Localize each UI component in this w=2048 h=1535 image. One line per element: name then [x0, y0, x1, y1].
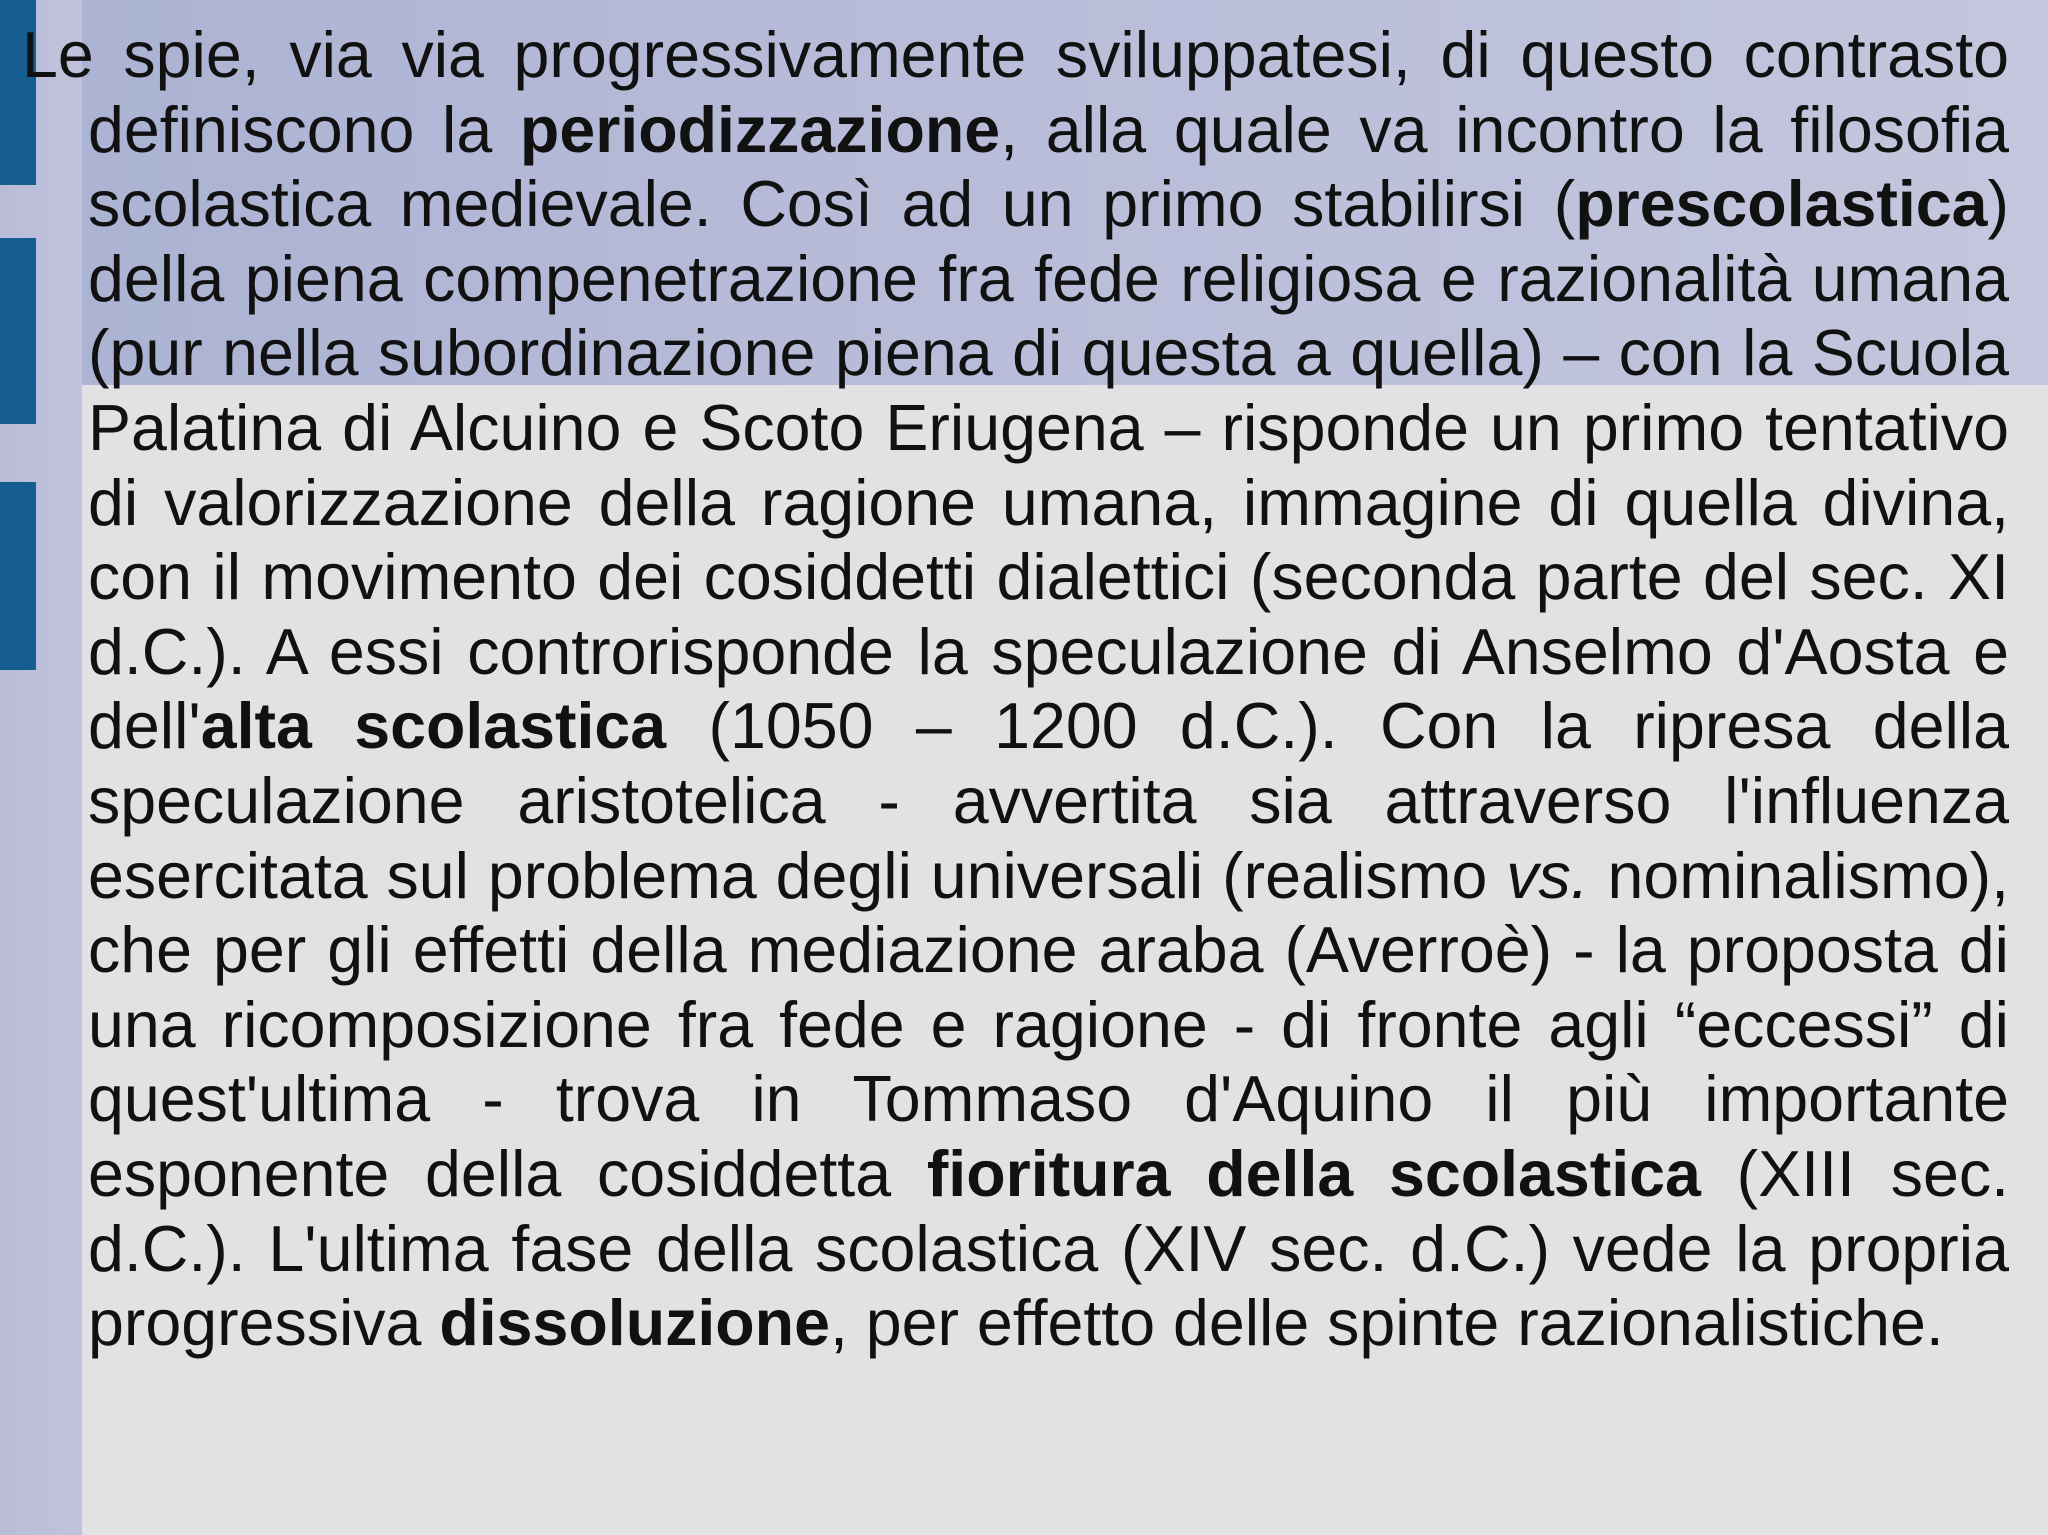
- text-run: ) della piena compenetrazione fra fede religiosa e razionalità umana (pur nella subordinazione piena di questa a quella) – con la Scuola Palatina di Alcuino e Scoto Eriugena – risponde un primo tentativo di valorizzazione della ragione umana, immagine di quella divina, con il movimento dei cosiddetti dialettici (seconda parte del sec. XI d.C.). A essi controrisponde la speculazione di Anselmo d'Aosta e dell': [88, 168, 2009, 763]
- text-run: (1050 – 1200 d.C.). Con la ripresa della speculazione aristotelica - avvertita sia attraverso l'influenza esercitata sul problema degli universali (realismo: [88, 690, 2009, 912]
- italic-term-vs: vs.: [1506, 839, 1589, 912]
- bold-term-dissoluzione: dissoluzione: [439, 1287, 830, 1360]
- text-run: , alla quale va incontro la filosofia scolastica medievale. Così ad un primo stabilirsi (: [88, 93, 2009, 241]
- bold-term-periodizzazione: periodizzazione: [519, 93, 1001, 166]
- text-run: Le spie, via via progressivamente sviluppatesi, di questo contrasto definiscono la: [22, 19, 2009, 166]
- bold-term-fioritura-della-scolastica: fioritura della scolastica: [926, 1137, 1701, 1210]
- text-run: , per effetto delle spinte razionalistiche.: [829, 1287, 1944, 1360]
- accent-bar-middle: [0, 238, 36, 424]
- text-run: nominalismo), che per gli effetti della mediazione araba (Averroè) - la proposta di una ricomposizione fra fede e ragione - di fronte agli “eccessi” di quest'ultima - trova in Tommaso d'Aquino il più importante esponente della cosiddetta: [88, 839, 2009, 1210]
- body-paragraph: [22, 18, 2009, 1361]
- bold-term-alta-scolastica: alta scolastica: [200, 690, 667, 763]
- left-decorative-strip: [0, 0, 82, 1535]
- text-run: (XIII sec. d.C.). L'ultima fase della scolastica (XIV sec. d.C.) vede la propria progressiva: [88, 1137, 2009, 1360]
- bold-term-prescolastica: prescolastica: [1575, 168, 1988, 241]
- accent-bar-bottom: [0, 482, 36, 670]
